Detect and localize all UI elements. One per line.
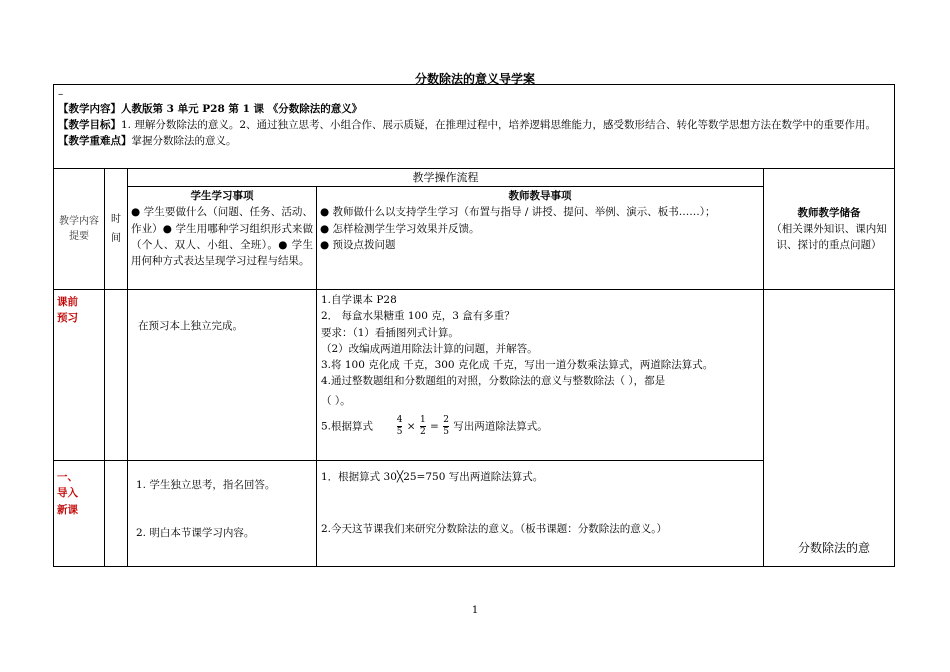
fraction-a: $\frac{4}{5}$ bbox=[396, 414, 403, 437]
teaching-goal bbox=[58, 117, 890, 133]
teaching-key-points bbox=[58, 133, 890, 149]
teaching-content bbox=[58, 101, 890, 117]
preview-time bbox=[105, 290, 128, 461]
preview-line-7: （ ）。 bbox=[321, 394, 351, 407]
reserve-cell bbox=[764, 290, 895, 567]
times-sign: × bbox=[406, 420, 416, 433]
preview-line-1: 1.自学课本 P28 bbox=[321, 294, 397, 307]
fraction-b: $\frac{1}{2}$ bbox=[419, 414, 426, 437]
goal-value: 1. 理解分数除法的意义。2、通过独立思考、小组合作、展示质疑，在推理过程中，培养逻辑思维能力，感受数形结合、转化等数学思想方法在数学中的重要作用。 bbox=[121, 118, 877, 131]
student-guidelines: ● 学生要做什么（问题、任务、活动、作业）● 学生用哪种学习组织形式来做（个人、双人、小组、全班）。● 学生用何种方式表达呈现学习过程与结果。 bbox=[131, 206, 313, 268]
content-label: 【教学内容】 bbox=[58, 102, 121, 115]
intro-teacher bbox=[317, 461, 764, 567]
header-row-1 bbox=[54, 169, 895, 187]
key-label: 【教学重难点】 bbox=[58, 135, 132, 148]
preview-line-2: 2． 每盒水果糖重 100 克，3 盒有多重？ bbox=[321, 310, 515, 323]
content-summary-header: 教学内容提要 bbox=[54, 169, 105, 290]
preview-line-6: 4.通过整数题组和分数题组的对照，分数除法的意义与整数除法（ ），都是 bbox=[321, 375, 666, 388]
content-value: 人教版第 3 单元 P28 第 1 课 《分数除法的意义》 bbox=[121, 102, 363, 115]
intro-student-2: 2. 明白本节课学习内容。 bbox=[136, 527, 255, 540]
teacher-item-3: ● 预设点拨问题 bbox=[320, 238, 396, 251]
info-dash: – bbox=[58, 88, 64, 100]
teacher-item-1: ● 教师做什么以支持学生学习（布置与指导 / 讲授、提问、举例、演示、板书……）； bbox=[320, 206, 716, 219]
reserve-title: 教师教学储备 bbox=[797, 206, 861, 219]
time-header: 时间 bbox=[105, 169, 128, 290]
teacher-header bbox=[317, 187, 764, 290]
key-value: 掌握分数除法的意义。 bbox=[131, 135, 237, 148]
fraction-c: $\frac{2}{5}$ bbox=[443, 414, 449, 437]
intro-label: 一、 导入 新课 bbox=[54, 461, 105, 567]
intro-student-1: 1. 学生独立思考，指名回答。 bbox=[136, 479, 276, 492]
equals-sign: = bbox=[430, 420, 439, 433]
preview-student: 在预习本上独立完成。 bbox=[128, 290, 317, 461]
reserve-note: 分数除法的意 bbox=[798, 541, 871, 556]
student-title: 学生学习事项 bbox=[190, 190, 254, 203]
goal-label: 【教学目标】 bbox=[58, 118, 121, 131]
intro-teacher-2: 2.今天这节课我们来研究分数除法的意义。（板书课题：分数除法的意义。） bbox=[321, 523, 668, 536]
teacher-title: 教师教导事项 bbox=[508, 190, 572, 203]
preview-line-3: 要求：（1）看插图列式计算。 bbox=[321, 326, 459, 339]
reserve-description: （相关课外知识、课内知识、探讨的重点问题） bbox=[771, 222, 887, 252]
teacher-item-2: ● 怎样检测学生学习效果并反馈。 bbox=[320, 222, 480, 235]
preview-row bbox=[54, 290, 895, 461]
intro-student bbox=[128, 461, 317, 567]
preview-teacher bbox=[317, 290, 764, 461]
preview-label: 课前 预习 bbox=[54, 290, 105, 461]
preview-line-8: 5.根据算式 $\frac{4}{5}$ × $\frac{1}{2}$ = $\frac{2}{5}$ 写出两道除法算式。 bbox=[321, 414, 548, 437]
preview-line-4: （2）改编成两道用除法计算的问题，并解答。 bbox=[321, 342, 538, 355]
page-number: 1 bbox=[471, 605, 479, 616]
info-row bbox=[54, 85, 895, 169]
flow-header: 教学操作流程 bbox=[128, 169, 764, 187]
lesson-table bbox=[53, 84, 895, 567]
intro-time bbox=[105, 461, 128, 567]
intro-teacher-1: 1．根据算式 30╳25=750 写出两道除法算式。 bbox=[321, 471, 544, 484]
student-header bbox=[128, 187, 317, 290]
reserve-header bbox=[764, 169, 895, 290]
preview-line-5: 3.将 100 克化成 千克，300 克化成 千克，写出一道分数乘法算式，两道除法算式。 bbox=[321, 359, 714, 372]
page-title: 分数除法的意义导学案 bbox=[414, 72, 535, 86]
